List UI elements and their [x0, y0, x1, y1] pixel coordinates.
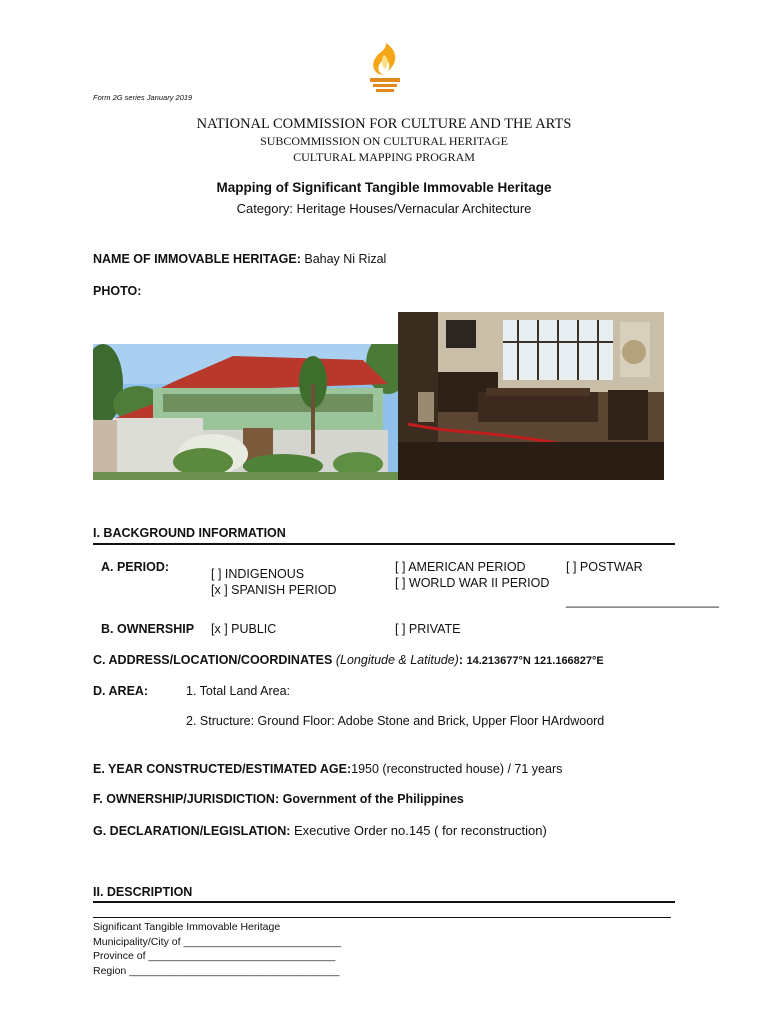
address-hint: (Longitude & Latitude) — [335, 653, 459, 667]
address-label: C. ADDRESS/LOCATION/COORDINATES — [93, 653, 333, 667]
header-line3: CULTURAL MAPPING PROGRAM — [293, 150, 475, 164]
declaration-value: Executive Order no.145 ( for reconstruction) — [293, 823, 547, 838]
jurisdiction-line — [93, 792, 464, 806]
ownership-public: [x ] PUBLIC — [211, 622, 277, 636]
ownership-private: [ ] PRIVATE — [395, 622, 461, 636]
heritage-name-value: Bahay Ni Rizal — [304, 252, 387, 266]
document-title: Mapping of Significant Tangible Immovable Heritage — [216, 180, 552, 195]
ncca-logo — [364, 41, 406, 93]
period-ww2: [ ] WORLD WAR II PERIOD — [395, 576, 550, 590]
header-line2: SUBCOMMISSION ON CULTURAL HERITAGE — [260, 134, 508, 148]
period-label: A. PERIOD: — [101, 560, 170, 574]
jurisdiction-value: Government of the Philippines — [282, 792, 464, 806]
address-colon: : — [458, 653, 464, 667]
area-item2: 2. Structure: Ground Floor: Adobe Stone and Brick, Upper Floor HArdwoord — [186, 714, 605, 728]
heritage-house-interior-photo — [398, 312, 664, 480]
footer-rule — [93, 917, 671, 918]
year-value: 1950 (reconstructed house) / 71 years — [351, 762, 563, 776]
period-indigenous: [ ] INDIGENOUS — [211, 567, 305, 581]
footer-province: Province of ________________________________ — [93, 950, 336, 962]
jurisdiction-label: F. OWNERSHIP/JURISDICTION: — [93, 792, 280, 806]
section1-heading: I. BACKGROUND INFORMATION — [93, 526, 286, 540]
section1-rule — [93, 543, 675, 545]
section2-heading: II. DESCRIPTION — [93, 885, 193, 899]
year-line — [93, 762, 562, 776]
heritage-name — [93, 252, 386, 266]
footer-line1: Significant Tangible Immovable Heritage — [93, 921, 281, 933]
form-note: Form 2G series January 2019 — [93, 93, 193, 102]
footer-municipality: Municipality/City of ___________________________ — [93, 936, 342, 948]
footer-region: Region ____________________________________ — [93, 965, 340, 977]
ownership-label: B. OWNERSHIP — [101, 622, 195, 636]
period-postwar-blank: ______________________ — [566, 594, 719, 608]
header-line1: NATIONAL COMMISSION FOR CULTURE AND THE ARTS — [196, 116, 572, 132]
area-item1: 1. Total Land Area: — [186, 684, 291, 698]
year-label: E. YEAR CONSTRUCTED/ESTIMATED AGE: — [93, 762, 352, 776]
section2-rule — [93, 901, 675, 903]
period-postwar: [ ] POSTWAR — [566, 560, 643, 574]
period-american: [ ] AMERICAN PERIOD — [395, 560, 526, 574]
declaration-line — [93, 823, 547, 838]
category-line: Category: Heritage Houses/Vernacular Architecture — [236, 201, 532, 216]
address-value: 14.213677°N 121.166827°E — [466, 655, 604, 667]
declaration-label: G. DECLARATION/LEGISLATION: — [93, 824, 291, 838]
photo-label: PHOTO: — [93, 284, 142, 298]
period-spanish: [x ] SPANISH PERIOD — [211, 583, 337, 597]
heritage-name-label: NAME OF IMMOVABLE HERITAGE: — [93, 252, 301, 266]
address-line — [93, 653, 604, 667]
heritage-house-exterior-photo — [93, 344, 398, 480]
area-label: D. AREA: — [93, 684, 149, 698]
